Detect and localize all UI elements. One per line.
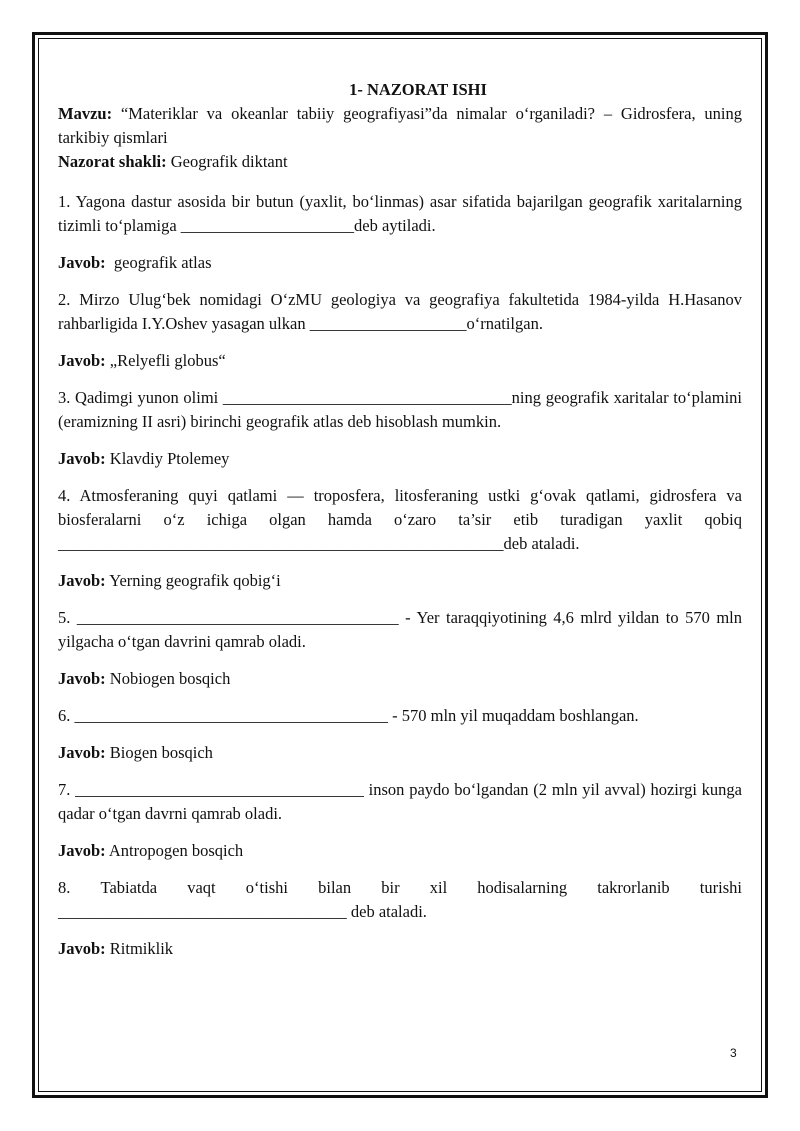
question-1: 1. Yagona dastur asosida bir butun (yaxlit, bo‘linmas) asar sifatida bajarilgan geografik xaritalarning tizimli to‘plamiga _____________________deb aytiladi. xyxy=(58,192,742,235)
answer-2 xyxy=(58,349,742,373)
answer-text: Klavdiy Ptolemey xyxy=(109,449,230,468)
answer-text: Biogen bosqich xyxy=(109,743,213,762)
page-number: 3 xyxy=(730,1046,737,1060)
question-7: 7. ___________________________________ inson paydo bo‘lgandan (2 mln yil avval) hozirgi kunga qadar o‘tgan davrni qamrab oladi. xyxy=(58,780,742,823)
answer-text: Ritmiklik xyxy=(109,939,174,958)
question-3: 3. Qadimgi yunon olimi ___________________________________ning geografik xaritalar to‘plamini (eramizning II asri) birinchi geografik atlas deb hisoblash mumkin. xyxy=(58,388,742,431)
answer-label: Javob: xyxy=(58,939,106,958)
answer-text: geografik atlas xyxy=(113,253,212,272)
answer-5 xyxy=(58,667,742,691)
q8-word: xil xyxy=(429,878,448,897)
answer-label: Javob: xyxy=(58,351,106,370)
mavzu-label: Mavzu: xyxy=(58,104,113,123)
q8-word: bilan xyxy=(318,878,352,897)
answer-label: Javob: xyxy=(58,841,106,860)
q8-word: o‘tishi xyxy=(245,878,288,897)
answer-label: Javob: xyxy=(58,449,106,468)
q8-word: Tabiatda xyxy=(100,878,158,897)
document-content xyxy=(58,78,742,961)
answer-7 xyxy=(58,839,742,863)
answer-6 xyxy=(58,741,742,765)
answer-8 xyxy=(58,937,742,961)
answer-text: „Relyefli globus“ xyxy=(109,351,226,370)
nazorat-shakli-label: Nazorat shakli: xyxy=(58,152,167,171)
question-5: 5. _______________________________________ - Yer taraqqiyotining 4,6 mlrd yildan to 570 mln yilgacha o‘tgan davrini qamrab oladi. xyxy=(58,608,742,651)
question-8-line-1 xyxy=(58,876,742,900)
question-4: 4. Atmosferaning quyi qatlami — troposfera, litosferaning ustki g‘ovak qatlami, gidrosfera va biosferalarni o‘z ichiga olgan hamda o‘zaro ta’sir etib turadigan yaxlit qobiq ______________________________________________________deb ataladi. xyxy=(58,486,742,553)
answer-text: Yerning geografik qobig‘i xyxy=(109,571,281,590)
answer-text: Nobiogen bosqich xyxy=(109,669,231,688)
q8-word: hodisalarning xyxy=(477,878,568,897)
q8-word: bir xyxy=(381,878,400,897)
question-8-line-2: ___________________________________ deb ataladi. xyxy=(58,902,427,921)
document-title: 1- NAZORAT ISHI xyxy=(349,80,487,99)
nazorat-shakli-text: Geografik diktant xyxy=(170,152,288,171)
answer-3 xyxy=(58,447,742,471)
question-6: 6. ______________________________________ - 570 mln yil muqaddam boshlangan. xyxy=(58,706,639,725)
q8-word: takrorlanib xyxy=(597,878,670,897)
q8-word: vaqt xyxy=(187,878,216,897)
answer-1 xyxy=(58,251,742,275)
nazorat-shakli-line xyxy=(58,150,742,174)
q8-word: turishi xyxy=(699,878,742,897)
q8-word: 8. xyxy=(58,878,71,897)
question-2: 2. Mirzo Ulug‘bek nomidagi O‘zMU geologiya va geografiya fakultetida 1984-yilda H.Hasanov rahbarligida I.Y.Oshev yasagan ulkan ___________________o‘rnatilgan. xyxy=(58,290,742,333)
answer-4 xyxy=(58,569,742,593)
mavzu-text: “Materiklar va okeanlar tabiiy geografiyasi”da nimalar o‘rganiladi? – Gidrosfera, uning tarkibiy qismlari xyxy=(58,104,742,147)
question-8 xyxy=(58,876,742,924)
answer-label: Javob: xyxy=(58,571,106,590)
answer-label: Javob: xyxy=(58,669,106,688)
answer-label: Javob: xyxy=(58,743,106,762)
answer-label: Javob: xyxy=(58,253,106,272)
answer-text: Antropogen bosqich xyxy=(108,841,244,860)
mavzu-line xyxy=(58,102,742,150)
